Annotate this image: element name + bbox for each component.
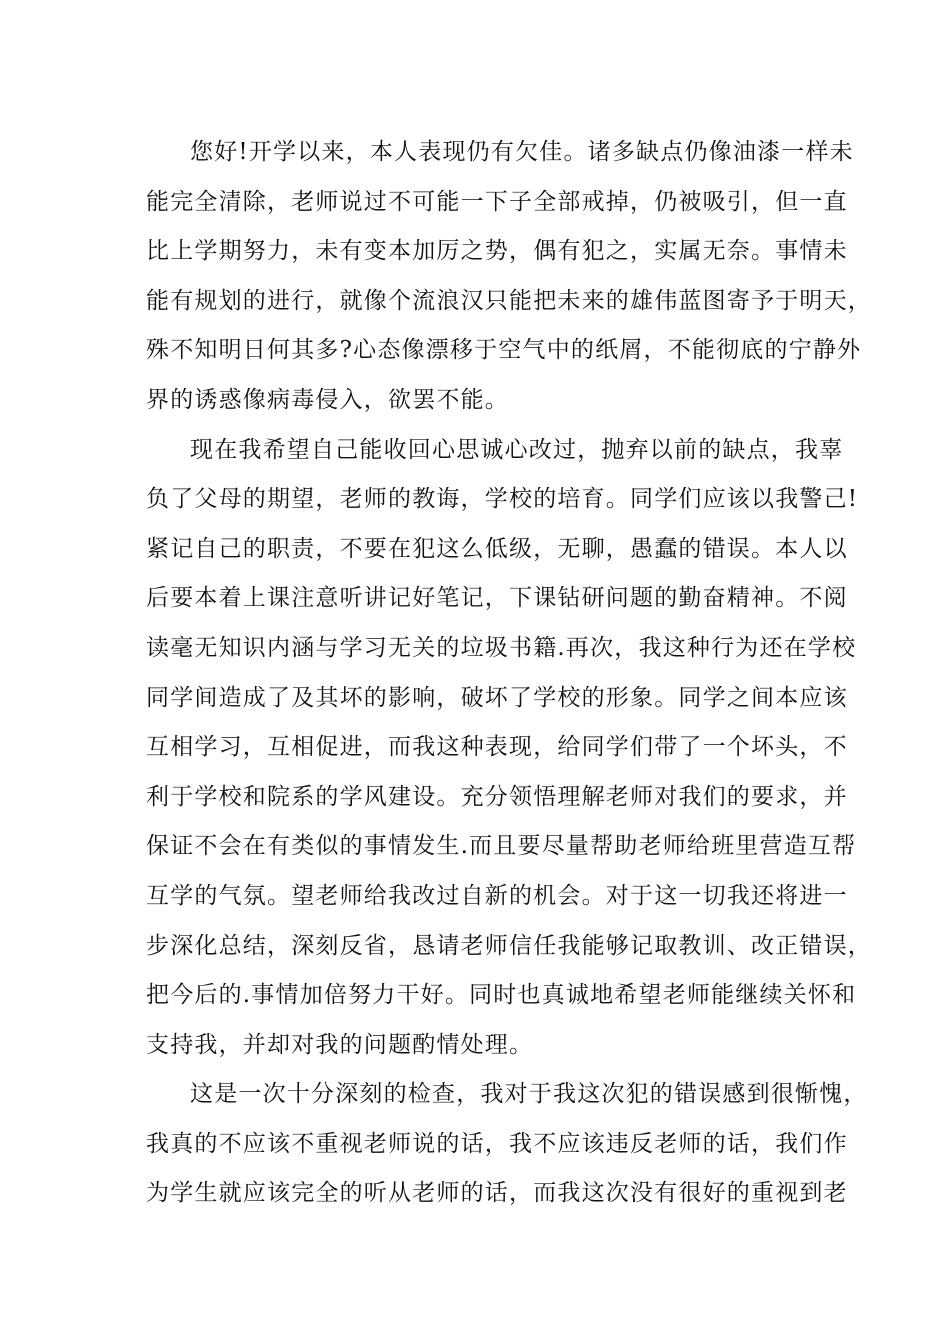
text-line: 能完全清除，老师说过不可能一下子全部戒掉，仍被吸引，但一直 bbox=[146, 188, 848, 215]
text-line: 后要本着上课注意听讲记好笔记，下课钻研问题的勤奋精神。不阅 bbox=[146, 585, 848, 612]
text-line: 这是一次十分深刻的检查，我对于我这次犯的错误感到很惭愧， bbox=[190, 1081, 868, 1108]
paragraph-1 bbox=[146, 128, 872, 426]
text-line: 互相学习，互相促进，而我这种表现，给同学们带了一个坏头，不 bbox=[146, 734, 848, 761]
text-line: 负了父母的期望，老师的教诲，学校的培育。同学们应该以我警己! bbox=[146, 486, 859, 513]
text-line: 保证不会在有类似的事情发生.而且要尽量帮助老师给班里营造互帮 bbox=[146, 833, 857, 860]
text-line: 步深化总结，深刻反省，恳请老师信任我能够记取教训、改正错误， bbox=[146, 932, 872, 959]
text-line: 为学生就应该完全的听从老师的话，而我这次没有很好的重视到老 bbox=[146, 1180, 848, 1207]
text-line: 现在我希望自己能收回心思诚心改过，抛弃以前的缺点，我辜 bbox=[190, 436, 844, 463]
text-line: 支持我，并却对我的问题酌情处理。 bbox=[146, 1031, 534, 1058]
text-line: 互学的气氛。望老师给我改过自新的机会。对于这一切我还将进一 bbox=[146, 882, 848, 909]
text-line: 界的诱惑像病毒侵入，欲罢不能。 bbox=[146, 386, 509, 413]
text-line: 能有规划的进行，就像个流浪汉只能把未来的雄伟蓝图寄予于明天， bbox=[146, 287, 872, 314]
text-line: 紧记自己的职责，不要在犯这么低级，无聊，愚蠢的错误。本人以 bbox=[146, 535, 848, 562]
text-line: 我真的不应该不重视老师说的话，我不应该违反老师的话，我们作 bbox=[146, 1130, 848, 1157]
document-body bbox=[146, 128, 872, 1219]
text-line: 同学间造成了及其坏的影响，破坏了学校的形象。同学之间本应该 bbox=[146, 684, 848, 711]
text-line: 读毫无知识内涵与学习无关的垃圾书籍.再次，我这种行为还在学校 bbox=[146, 634, 857, 661]
text-line: 利于学校和院系的学风建设。充分领悟理解老师对我们的要求，并 bbox=[146, 783, 848, 810]
paragraph-2 bbox=[146, 426, 872, 1071]
text-line: 比上学期努力，未有变本加厉之势，偶有犯之，实属无奈。事情未 bbox=[146, 238, 848, 265]
text-line: 您好!开学以来，本人表现仍有欠佳。诸多缺点仍像油漆一样未 bbox=[190, 139, 854, 165]
text-line: 把今后的.事情加倍努力干好。同时也真诚地希望老师能继续关怀和 bbox=[146, 982, 857, 1009]
text-line: 殊不知明日何其多?心态像漂移于空气中的纸屑，不能彻底的宁静外 bbox=[146, 337, 862, 364]
paragraph-3 bbox=[146, 1070, 868, 1219]
